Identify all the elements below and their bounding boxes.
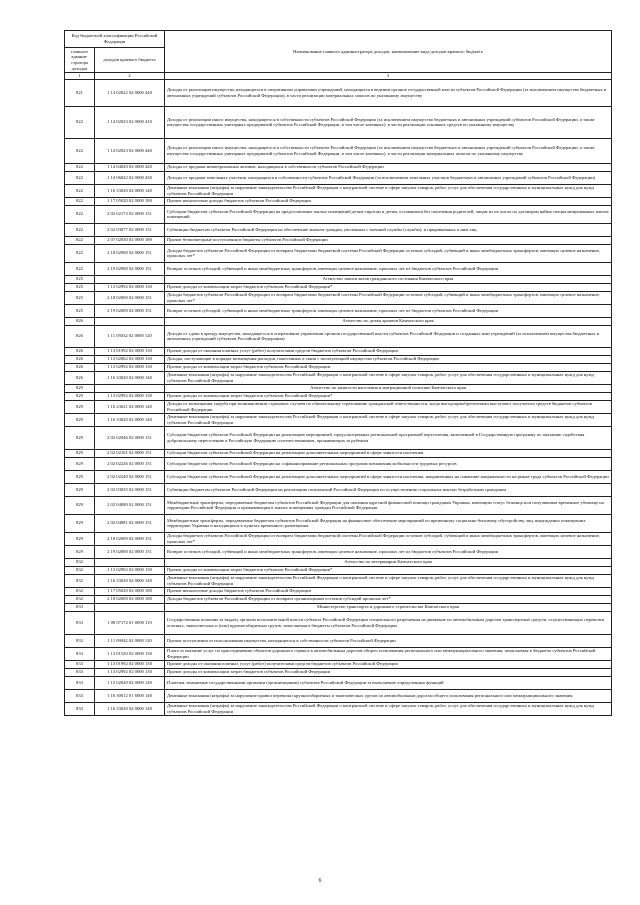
revenue-name-cell: Плата за оказание услуг по присоединению объектов дорожного сервиса к автомобильным дорогам общего пользования регионального или межмуниципального значения, зачисляемая в бюджеты субъектов Российской Федерации [165, 647, 612, 660]
revenue-name-cell: Доходы от реализации имущества, находящегося в оперативном управлении учреждений, находящихся в ведении органов государственной власти субъектов Российской Федерации (за исключением имущества бюджетных и автономных учреждений субъектов Российской Федерации), в части реализации материальных запасов по указанному имуществу [165, 79, 612, 106]
revenue-name-cell: Денежные взыскания (штрафы) за нарушение правил перевозки крупногабаритных и тяжеловесных грузов по автомобильным дорогам общего пользования регионального или межмуниципального значения [165, 689, 612, 702]
admin-code-cell: 833 [65, 668, 95, 676]
revenue-code-cell [95, 384, 165, 392]
revenue-name-cell: Платежи, взимаемые государственными органами (организациями) субъектов Российской Федерации за выполнение определенных функций [165, 676, 612, 689]
revenue-name-cell: Прочие доходы от компенсации затрат бюджетов субъектов Российской Федерации* [165, 283, 612, 291]
section-header-row [65, 275, 612, 283]
revenue-name-cell: Субвенции бюджетам субъектов Российской Федерации на реализацию полномочий Российской Федерации по осуществлению социальных выплат безработным гражданам [165, 483, 612, 496]
revenue-code-cell: 2 19 02000 02 0000 151 [95, 304, 165, 317]
table-row [65, 496, 612, 514]
section-header-row [65, 558, 612, 566]
revenue-name-cell: Субсидии бюджетам субъектов Российской Федерации на софинансирование региональных программ повышения мобильности трудовых ресурсов [165, 457, 612, 470]
revenue-name-cell: Субсидии бюджетам субъектов Российской Федерации на реализацию мероприятий, предусмотренных региональной программой переселения, включенной в Государственную программу по оказанию содействия добровольному переселению в Российскую Федерацию соотечественников, проживающих за рубежом [165, 426, 612, 449]
admin-code-cell: 832 [65, 574, 95, 587]
revenue-code-cell [95, 317, 165, 325]
table-header-group [65, 31, 612, 48]
admin-code-cell: 829 [65, 457, 95, 470]
admin-code-cell: 825 [65, 283, 95, 291]
admin-code-cell: 829 [65, 400, 95, 413]
revenue-name-cell: Доходы бюджетов субъектов Российской Федерации от возврата бюджетами бюджетной системы Российской Федерации остатков субсидий, субвенций и иных межбюджетных трансфертов, имеющих целевое назначение, прошлых лет* [165, 532, 612, 545]
admin-code-cell: 829 [65, 392, 95, 400]
admin-code-cell: 832 [65, 587, 95, 595]
admin-code-cell: 826 [65, 363, 95, 371]
revenue-name-cell: Возврат остатков субсидий, субвенций и иных межбюджетных трансфертов, имеющих целевое назначение, прошлых лет из бюджетов субъектов Российской Федерации [165, 545, 612, 558]
table-row [65, 244, 612, 262]
table-row [65, 355, 612, 363]
revenue-name-cell: Возврат остатков субсидий, субвенций и иных межбюджетных трансфертов, имеющих целевое назначение, прошлых лет из бюджетов субъектов Российской Федерации [165, 262, 612, 275]
revenue-code-cell: 2 07 02030 02 0000 180 [95, 236, 165, 244]
table-row [65, 702, 612, 715]
revenue-name-cell: Прочие безвозмездные поступления в бюджеты субъектов Российской Федерации [165, 236, 612, 244]
table-row [65, 304, 612, 317]
revenue-code-cell: 1 13 02992 02 0000 130 [95, 668, 165, 676]
table-row [65, 545, 612, 558]
table-row [65, 371, 612, 384]
admin-code-cell: 829 [65, 470, 95, 483]
revenue-name-cell: Прочие неналоговые доходы бюджетов субъектов Российской Федерации [165, 587, 612, 595]
admin-code-cell: 832 [65, 566, 95, 574]
revenue-code-cell: 2 02 02046 02 0000 151 [95, 426, 165, 449]
header-name-column: Наименование главного администратора доходов, наименование вида доходов краевого бюджета [165, 31, 612, 73]
table-row [65, 138, 612, 163]
admin-code-cell: 833 [65, 702, 95, 715]
revenue-code-cell: 1 16 33020 02 0000 140 [95, 574, 165, 587]
admin-code-cell: 822 [65, 236, 95, 244]
admin-code-cell: 829 [65, 426, 95, 449]
admin-code-cell: 826 [65, 347, 95, 355]
revenue-code-cell: 1 16 30012 01 6000 140 [95, 689, 165, 702]
admin-code-cell: 826 [65, 325, 95, 347]
revenue-code-cell: 1 16 33020 02 0000 140 [95, 371, 165, 384]
admin-code-cell: 833 [65, 634, 95, 647]
revenue-code-cell: 1 08 07172 01 0000 110 [95, 611, 165, 634]
revenue-code-cell: 1 13 02992 02 0000 130 [95, 283, 165, 291]
revenue-code-cell: 2 02 03077 02 0000 151 [95, 223, 165, 236]
admin-code-cell: 822 [65, 163, 95, 171]
table-row [65, 163, 612, 171]
budget-classification-table [64, 30, 612, 716]
table-row [65, 595, 612, 603]
revenue-name-cell: Субвенции бюджетам субъектов Российской Федерации на обеспечение жильем граждан, уволенных с военной службы (службы), и приравненных к ним лиц [165, 223, 612, 236]
header-admin-code: главного админи-стратора доходов [65, 48, 95, 73]
admin-code-cell: 829 [65, 532, 95, 545]
table-row [65, 514, 612, 532]
revenue-code-cell: 2 18 02000 02 0000 151 [95, 291, 165, 304]
revenue-code-cell: 1 14 04020 02 0000 420 [95, 163, 165, 171]
revenue-code-cell: 1 13 02992 02 0000 130 [95, 392, 165, 400]
revenue-name-cell: Доходы бюджетов субъектов Российской Федерации от возврата бюджетами бюджетной системы Российской Федерации остатков субсидий, субвенций и иных межбюджетных трансфертов, имеющих целевое назначение, прошлых лет* [165, 291, 612, 304]
table-row [65, 470, 612, 483]
admin-code-cell: 829 [65, 514, 95, 532]
admin-code-cell: 833 [65, 647, 95, 660]
revenue-name-cell: Государственная пошлина за выдачу органом исполнительной власти субъекта Российской Федерации специального разрешения на движение по автомобильным дорогам транспортных средств, осуществляющих перевозки опасных, тяжеловесных и (или) крупногабаритных грузов, зачисляемая в бюджеты субъектов Российской Федерации [165, 611, 612, 634]
table-row [65, 689, 612, 702]
page-number: 6 [318, 878, 322, 884]
table-row [65, 291, 612, 304]
table-row [65, 566, 612, 574]
admin-code-cell: 822 [65, 171, 95, 184]
revenue-name-cell: Доходы от возмещения ущерба при возникновении страховых случаев по обязательному страхованию гражданской ответственности, когда выгодоприобретателями выступают получатели средств бюджетов субъектов Российской Федерации [165, 400, 612, 413]
admin-code-cell: 822 [65, 197, 95, 205]
admin-code-cell: 833 [65, 660, 95, 668]
table-row [65, 611, 612, 634]
revenue-code-cell: 1 17 05020 02 0000 180 [95, 197, 165, 205]
table-body [65, 79, 612, 715]
revenue-code-cell: 2 19 02000 02 0000 151 [95, 262, 165, 275]
section-title-cell: Агентство записи актов гражданского состояния Камчатского края [165, 275, 612, 283]
revenue-code-cell: 1 13 01992 02 0000 130 [95, 347, 165, 355]
revenue-name-cell: Субсидии бюджетам субъектов Российской Федерации на реализацию дополнительных мероприятий в сфере занятости населения, направленных на снижение напряженности на рынке труда субъектов Российской Федерации [165, 470, 612, 483]
admin-code-cell: 829 [65, 413, 95, 426]
column-number-3: 3 [165, 73, 612, 80]
revenue-name-cell: Субсидии бюджетам субъектов Российской Федерации на реализацию дополнительных мероприятий в сфере занятости населения [165, 449, 612, 457]
revenue-name-cell: Денежные взыскания (штрафы) за нарушение законодательства Российской Федерации о контрактной системе в сфере закупок товаров, работ, услуг для обеспечения государственных и муниципальных нужд для нужд субъектов Российской Федерации [165, 702, 612, 715]
table-row [65, 449, 612, 457]
admin-code-cell: 833 [65, 611, 95, 634]
admin-code-cell: 833 [65, 689, 95, 702]
revenue-code-cell: 1 13 02062 02 0000 130 [95, 355, 165, 363]
revenue-name-cell: Прочие доходы от компенсации затрат бюджетов субъектов Российской Федерации [165, 668, 612, 676]
section-title-cell: Министерство транспорта и дорожного строительства Камчатского края [165, 603, 612, 611]
revenue-code-cell: 1 16 23021 02 0000 140 [95, 400, 165, 413]
admin-code-cell: 829 [65, 483, 95, 496]
table-row [65, 79, 612, 106]
revenue-name-cell: Прочие доходы от компенсации затрат бюджетов субъектов Российской Федерации* [165, 566, 612, 574]
revenue-code-cell: 2 02 04081 02 0000 151 [95, 514, 165, 532]
revenue-name-cell: Прочие доходы от компенсации затрат бюджетов субъектов Российской Федерации* [165, 392, 612, 400]
revenue-name-cell: Прочие поступления от использования имущества, находящегося в собственности субъектов Российской Федерации [165, 634, 612, 647]
admin-code-cell: 825 [65, 275, 95, 283]
admin-code-cell: 822 [65, 223, 95, 236]
admin-code-cell: 822 [65, 205, 95, 223]
table-row [65, 106, 612, 138]
revenue-code-cell: 2 18 02000 02 0000 180 [95, 595, 165, 603]
revenue-name-cell: Денежные взыскания (штрафы) за нарушение законодательства Российской Федерации о контрактной системе в сфере закупок товаров, работ, услуг для обеспечения государственных и муниципальных нужд для нужд субъектов Российской Федерации [165, 184, 612, 197]
revenue-code-cell: 1 14 06022 02 0000 430 [95, 171, 165, 184]
revenue-name-cell: Доходы от реализации иного имущества, находящегося в собственности субъектов Российской Федерации (за исключением имущества бюджетных и автономных учреждений субъектов Российской Федерации, а также имущества государственных унитарных предприятий субъектов Российской Федерации, в том числе казенных), в части реализации основных средств по указанному имуществу [165, 106, 612, 138]
revenue-code-cell: 1 16 33020 02 0000 140 [95, 702, 165, 715]
table-row [65, 400, 612, 413]
revenue-code-cell: 2 19 02000 02 0000 151 [95, 545, 165, 558]
revenue-name-cell: Доходы от продажи земельных участков, находящихся в собственности субъектов Российской Федерации (за исключением земельных участков бюджетных и автономных учреждений субъектов Российской Федерации) [165, 171, 612, 184]
revenue-code-cell: 2 18 02000 02 0000 151 [95, 244, 165, 262]
admin-code-cell: 832 [65, 595, 95, 603]
revenue-code-cell: 1 14 02023 02 0000 410 [95, 106, 165, 138]
admin-code-cell: 822 [65, 262, 95, 275]
revenue-code-cell: 2 02 04080 02 0000 151 [95, 496, 165, 514]
revenue-code-cell: 2 02 02173 02 0000 151 [95, 205, 165, 223]
table-row [65, 184, 612, 197]
revenue-code-cell: 2 02 02101 02 0000 151 [95, 449, 165, 457]
revenue-name-cell: Доходы бюджетов субъектов Российской Федерации от возврата бюджетами бюджетной системы Российской Федерации остатков субсидий, субвенций и иных межбюджетных трансфертов, имеющих целевое назначение, прошлых лет* [165, 244, 612, 262]
table-row [65, 426, 612, 449]
revenue-code-cell: 2 02 03035 02 0000 151 [95, 483, 165, 496]
revenue-code-cell: 1 16 33020 02 0000 140 [95, 184, 165, 197]
revenue-code-cell: 1 16 33020 02 0000 140 [95, 413, 165, 426]
column-number-1: 1 [65, 73, 95, 80]
revenue-name-cell: Денежные взыскания (штрафы) за нарушение законодательства Российской Федерации о контрактной системе в сфере закупок товаров, работ, услуг для обеспечения государственных и муниципальных нужд для нужд субъектов Российской Федерации [165, 413, 612, 426]
admin-code-cell: 833 [65, 603, 95, 611]
admin-code-cell: 829 [65, 545, 95, 558]
table-row [65, 647, 612, 660]
table-row [65, 347, 612, 355]
revenue-name-cell: Денежные взыскания (штрафы) за нарушение законодательства Российской Федерации о контрактной системе в сфере закупок товаров, работ, услуг для обеспечения государственных и муниципальных нужд для нужд субъектов Российской Федерации [165, 371, 612, 384]
revenue-name-cell: Прочие доходы от оказания платных услуг (работ) получателями средств бюджетов субъектов Российской Федерации [165, 660, 612, 668]
section-title-cell: Агентство по занятости населения и миграционной политике Камчатского края [165, 384, 612, 392]
section-header-row [65, 317, 612, 325]
table-row [65, 205, 612, 223]
revenue-code-cell: 2 02 02240 02 0000 151 [95, 470, 165, 483]
section-title-cell: Агентство по делам архивов Камчатского края [165, 317, 612, 325]
section-title-cell: Агентство по ветеринарии Камчатского края [165, 558, 612, 566]
section-header-row [65, 384, 612, 392]
revenue-code-cell: 1 11 09042 02 0000 120 [95, 634, 165, 647]
admin-code-cell: 821 [65, 79, 95, 106]
revenue-name-cell: Межбюджетные трансферты, передаваемые бюджетам субъектов Российской Федерации для оказания адресной финансовой помощи гражданам Украины, имеющим статус беженца или получившим временное убежище на территории Российской Федерации и проживающим в жилых помещениях граждан Российской Федерации [165, 496, 612, 514]
revenue-name-cell: Денежные взыскания (штрафы) за нарушение законодательства Российской Федерации о контрактной системе в сфере закупок товаров, работ, услуг для обеспечения государственных и муниципальных нужд для нужд субъектов Российской Федерации [165, 574, 612, 587]
column-number-2: 2 [95, 73, 165, 80]
revenue-name-cell: Прочие доходы от оказания платных услуг (работ) получателями средств бюджетов субъектов Российской Федерации [165, 347, 612, 355]
table-row [65, 676, 612, 689]
admin-code-cell: 822 [65, 106, 95, 138]
revenue-code-cell: 2 18 02000 02 0000 151 [95, 532, 165, 545]
table-row [65, 574, 612, 587]
header-revenue-code: доходов краевого бюджета [95, 48, 165, 73]
revenue-code-cell: 1 13 02992 02 0000 130 [95, 363, 165, 371]
revenue-code-cell: 1 15 02020 02 0000 140 [95, 676, 165, 689]
admin-code-cell: 829 [65, 384, 95, 392]
revenue-code-cell: 1 11 05032 02 0000 120 [95, 325, 165, 347]
admin-code-cell: 829 [65, 496, 95, 514]
admin-code-cell: 826 [65, 371, 95, 384]
admin-code-cell: 826 [65, 355, 95, 363]
table-row [65, 413, 612, 426]
revenue-name-cell: Доходы от реализации иного имущества, находящегося в собственности субъектов Российской Федерации (за исключением имущества бюджетных и автономных учреждений субъектов Российской Федерации, а также имущества государственных унитарных предприятий субъектов Российской Федерации, в том числе казенных), в части реализации материальных запасов по указанному имуществу [165, 138, 612, 163]
table-row [65, 223, 612, 236]
revenue-name-cell: Межбюджетные трансферты, передаваемые бюджетам субъектов Российской Федерации на финансовое обеспечение мероприятий по временному социально-бытовому обустройству лиц, вынужденно покинувших территорию Украины и находящихся в пунктах временного размещения [165, 514, 612, 532]
revenue-name-cell: Доходы от сдачи в аренду имущества, находящегося в оперативном управлении органов государственной власти субъектов Российской Федерации и созданных ими учреждений (за исключением имущества бюджетных и автономных учреждений субъектов Российской Федерации) [165, 325, 612, 347]
table-row [65, 171, 612, 184]
table-row [65, 457, 612, 470]
table-row [65, 634, 612, 647]
table-row [65, 483, 612, 496]
table-row [65, 325, 612, 347]
revenue-name-cell: Субсидии бюджетам субъектов Российской Федерации на предоставление жилых помещений детям-сиротам и детям, оставшимся без попечения родителей, лицам из их числа по договорам найма специализированных жилых помещений [165, 205, 612, 223]
table-row [65, 587, 612, 595]
admin-code-cell: 822 [65, 138, 95, 163]
revenue-name-cell: Прочие неналоговые доходы бюджетов субъектов Российской Федерации [165, 197, 612, 205]
revenue-code-cell: 1 14 02022 02 0000 440 [95, 79, 165, 106]
revenue-code-cell: 2 02 02226 02 0000 151 [95, 457, 165, 470]
revenue-code-cell [95, 558, 165, 566]
admin-code-cell: 833 [65, 676, 95, 689]
revenue-name-cell: Доходы от продажи нематериальных активов, находящихся в собственности субъектов Российской Федерации [165, 163, 612, 171]
table-row [65, 283, 612, 291]
table-column-numbers [65, 73, 612, 80]
table-row [65, 363, 612, 371]
admin-code-cell: 822 [65, 244, 95, 262]
revenue-code-cell: 1 14 02023 02 0000 440 [95, 138, 165, 163]
revenue-code-cell: 1 13 01992 02 0000 130 [95, 660, 165, 668]
revenue-code-cell [95, 603, 165, 611]
revenue-name-cell: Прочие доходы от компенсации затрат бюджетов субъектов Российской Федерации [165, 363, 612, 371]
revenue-name-cell: Доходы, поступающие в порядке возмещения расходов, понесенных в связи с эксплуатацией имущества субъектов Российской Федерации [165, 355, 612, 363]
revenue-code-cell [95, 275, 165, 283]
admin-code-cell: 825 [65, 304, 95, 317]
admin-code-cell: 832 [65, 558, 95, 566]
table-row [65, 660, 612, 668]
revenue-code-cell: 1 13 02992 02 0000 130 [95, 566, 165, 574]
revenue-code-cell: 1 17 05020 02 0000 180 [95, 587, 165, 595]
table-row [65, 532, 612, 545]
table-row [65, 392, 612, 400]
admin-code-cell: 825 [65, 291, 95, 304]
table-row [65, 668, 612, 676]
revenue-name-cell: Возврат остатков субсидий, субвенций и иных межбюджетных трансфертов, имеющих целевое назначение, прошлых лет из бюджетов субъектов Российской Федерации [165, 304, 612, 317]
header-group-title: Код бюджетной классификации Российской Федерации [65, 31, 165, 48]
section-header-row [65, 603, 612, 611]
revenue-code-cell: 1 13 01520 02 0000 130 [95, 647, 165, 660]
table-row [65, 262, 612, 275]
admin-code-cell: 829 [65, 449, 95, 457]
admin-code-cell: 826 [65, 317, 95, 325]
table-row [65, 236, 612, 244]
table-row [65, 197, 612, 205]
revenue-name-cell: Доходы бюджетов субъектов Российской Федерации от возврата организациями остатков субсидий прошлых лет* [165, 595, 612, 603]
admin-code-cell: 822 [65, 184, 95, 197]
